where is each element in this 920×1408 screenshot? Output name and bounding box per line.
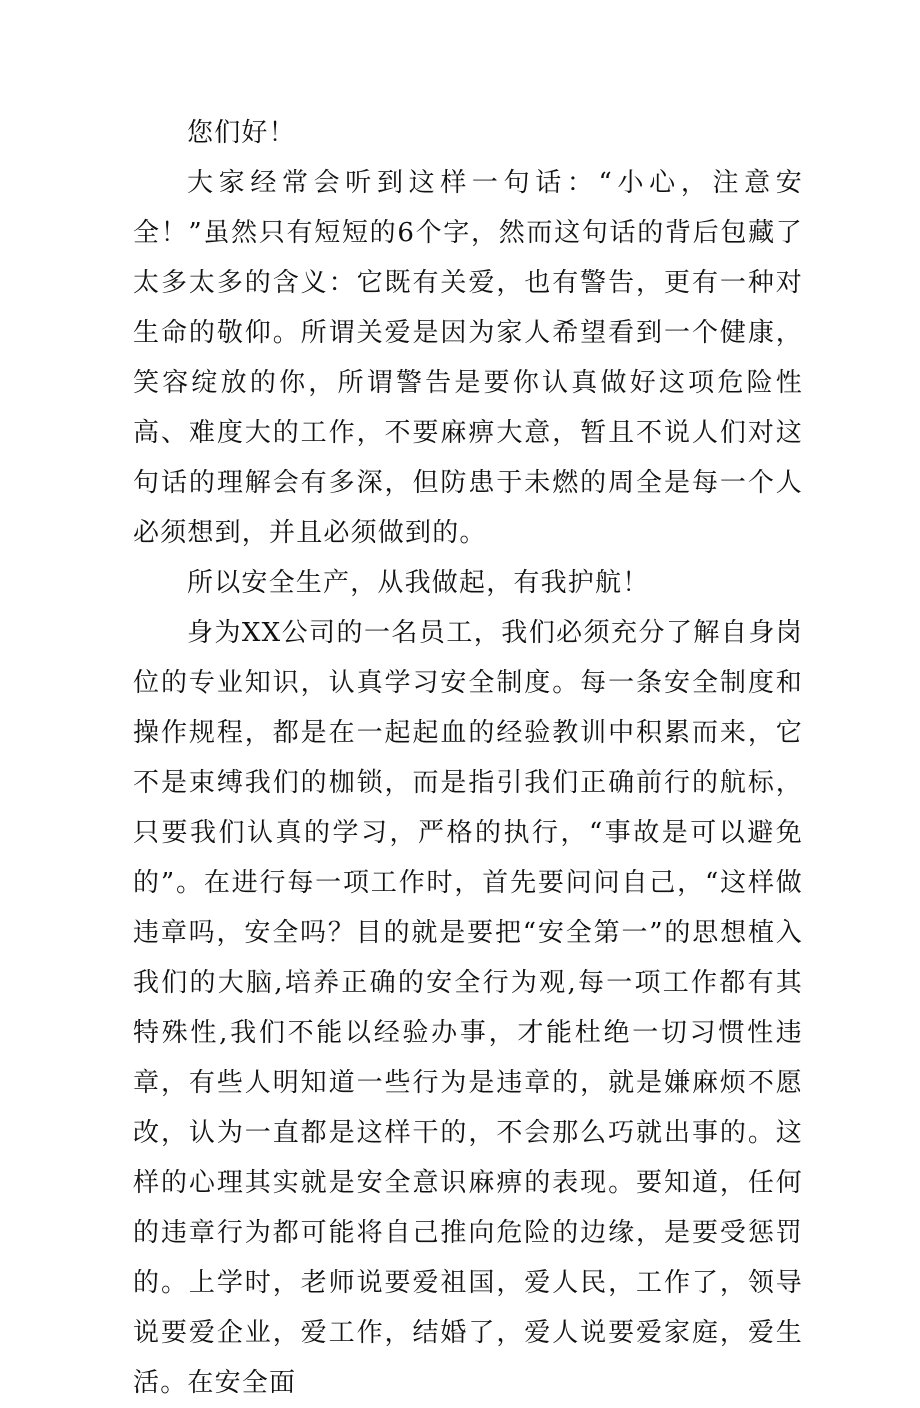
document-body xyxy=(133,108,803,1408)
greeting-paragraph: 您们好！ xyxy=(187,118,296,148)
employee-duty-paragraph: 身为XX公司的一名员工，我们必须充分了解自身岗位的专业知识，认真学习安全制度。每一条安全制度和操作规程，都是在一起起血的经验教训中积累而来，它不是束缚我们的枷锁，而是指引我们正确前行的航标，只要我们认真的学习，严格的执行，“事故是可以避免的”。在进行每一项工作时，首先要问问自己，“这样做违章吗，安全吗？目的就是要把“安全第一”的思想植入我们的大脑,培养正确的安全行为观,每一项工作都有其特殊性,我们不能以经验办事，才能杜绝一切习惯性违章，有些人明知道一些行为是违章的，就是嫌麻烦不愿改，认为一直都是这样干的，不会那么巧就出事的。这样的心理其实就是安全意识麻痹的表现。要知道，任何的违章行为都可能将自己推向危险的边缘，是要受惩罚的。上学时，老师说要爱祖国，爱人民，工作了，领导说要爱企业，爱工作，结婚了，爱人说要爱家庭，爱生活。在安全面 xyxy=(133,618,803,1398)
slogan-paragraph: 所以安全生产，从我做起，有我护航！ xyxy=(187,568,650,598)
safety-meaning-paragraph: 大家经常会听到这样一句话：“小心，注意安全！”虽然只有短短的6个字，然而这句话的背后包藏了太多太多的含义：它既有关爱，也有警告，更有一种对生命的敬仰。所谓关爱是因为家人希望看到一个健康，笑容绽放的你，所谓警告是要你认真做好这项危险性高、难度大的工作，不要麻痹大意，暂且不说人们对这句话的理解会有多深，但防患于未燃的周全是每一个人必须想到，并且必须做到的。 xyxy=(133,168,803,548)
